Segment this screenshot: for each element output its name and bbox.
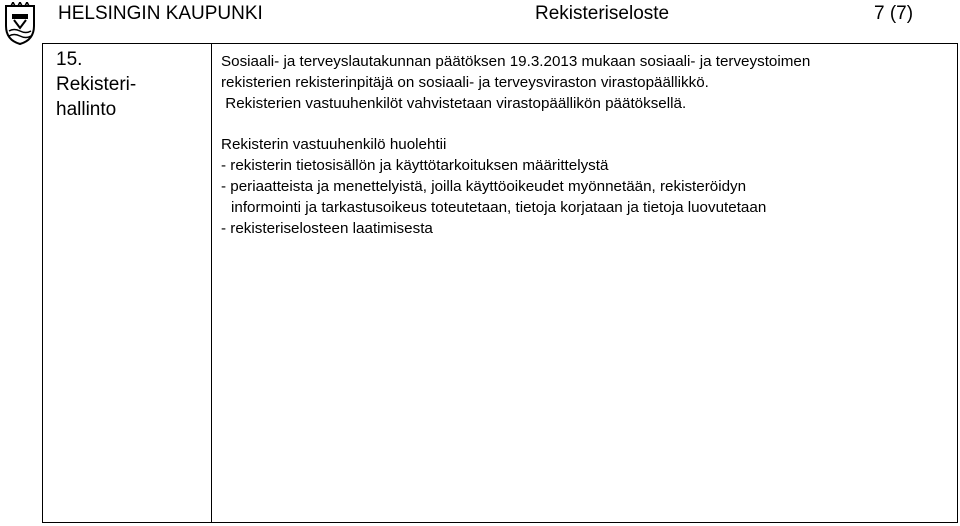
section-body	[221, 51, 951, 239]
section-title-line2: hallinto	[56, 99, 117, 120]
page-number: 7 (7)	[874, 3, 914, 24]
page-header	[0, 0, 960, 34]
section-heading	[56, 47, 206, 122]
body-line: Rekisterin vastuuhenkilö huolehtii	[221, 136, 447, 153]
column-divider	[211, 43, 212, 523]
body-line: rekisterien rekisterinpitäjä on sosiaali- ja terveysviraston virastopäällikkö.	[221, 74, 709, 91]
document-title: Rekisteriseloste	[535, 3, 670, 24]
helsinki-crest-icon	[2, 2, 38, 46]
list-item: - rekisterin tietosisällön ja käyttötarkoituksen määrittelystä	[221, 157, 609, 174]
section-title-line1: Rekisteri-	[56, 74, 137, 95]
list-item-continuation: informointi ja tarkastusoikeus toteutetaan, tietoja korjataan ja tietoja luovutetaan	[231, 199, 767, 216]
organization-name: HELSINGIN KAUPUNKI	[58, 3, 263, 24]
section-number: 15.	[56, 49, 83, 70]
body-line: Rekisterien vastuuhenkilöt vahvistetaan virastopäällikön päätöksellä.	[221, 95, 687, 112]
list-item: - rekisteriselosteen laatimisesta	[221, 220, 433, 237]
body-line: Sosiaali- ja terveyslautakunnan päätöksen 19.3.2013 mukaan sosiaali- ja terveystoimen	[221, 53, 811, 70]
list-item: - periaatteista ja menettelyistä, joilla käyttöoikeudet myönnetään, rekisteröidyn	[221, 178, 747, 195]
